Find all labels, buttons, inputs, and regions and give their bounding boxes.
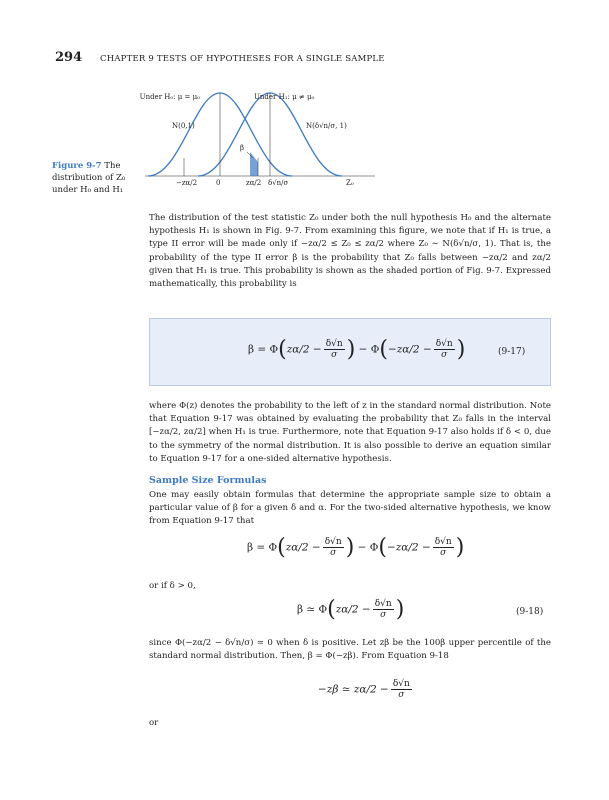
equation-9-18: β ≃ Φ(zα/2 − $\frac{\delta√n}{\sigma}$ ) (297, 597, 405, 622)
eq2-z-half: zα/2 − (285, 541, 321, 554)
equation-9-18-number: (9-18) (516, 607, 544, 617)
eq2-minus-phi: − Φ (357, 541, 379, 554)
figure-label: Figure 9-7 (52, 161, 102, 171)
eq2-beta-phi: β = Φ (247, 541, 278, 554)
paragraph-1: The distribution of the test statistic Z₀ under both the null hypothesis H₀ and the alternate hypothesis H₁ is shown in Fig. 9-7. From examining this figure, we note that if H₁ is true, a type II error will be made only if −zα/2 ≤ Z₀ ≤ zα/2 where Z₀ ∼ N(δ√n/σ, 1). That is, the probability of the type II error β is the probability that Z₀ falls between −zα/2 and zα/2 given that H₁ is true. This probability is shown as the shaded portion of Fig. 9-7. Expressed mathematically, this probability is (149, 213, 551, 290)
paragraph-6: or (149, 718, 159, 728)
eq2-neg-z-half: −zα/2 − (386, 541, 431, 554)
beta-label: β (240, 144, 245, 152)
tick-neg-z: −zα/2 (176, 179, 198, 187)
left-curve-label: N(0,1) (172, 122, 195, 130)
eq3-frac-den: σ (380, 610, 387, 620)
eq-beta-phi: β = Φ (248, 343, 279, 356)
beta-shaded-area (250, 152, 258, 176)
equation-9-17: β = Φ(zα/2 − $\frac{\delta√n}{\sigma}$ ) − Φ(−zα/2 − $\frac{\delta√n}{\sigma}$ ) (248, 337, 466, 362)
under-h1-label: Under H₁: μ ≠ μ₀ (254, 93, 315, 101)
eq-minus-phi: − Φ (358, 343, 380, 356)
under-h0-label: Under H₀: μ = μ₀ (140, 93, 200, 101)
section-heading: Sample Size Formulas (149, 475, 267, 486)
tick-shift: δ√n/σ (268, 179, 289, 187)
right-curve-label: N(δ√n/σ, 1) (306, 122, 347, 130)
equation-9-17-box (149, 318, 551, 386)
figure-9-7 (140, 88, 410, 193)
eq2-frac-num-2: δ√n (434, 537, 452, 547)
eq-neg-z-half: −zα/2 − (387, 343, 432, 356)
eq-z-half: zα/2 − (286, 343, 322, 356)
equation-z-beta (318, 679, 414, 700)
paragraph-4: or if δ > 0, (149, 581, 196, 591)
paragraph-3: One may easily obtain formulas that determine the appropriate sample size to obtain a particular value of β for a given δ and α. For the two-sided alternative hypothesis, we know from Equation 9-17 that (149, 490, 551, 527)
eq4-frac-num: δ√n (392, 679, 410, 689)
equation-9-17-number: (9-17) (498, 347, 526, 357)
eq-frac-num: δ√n (325, 339, 343, 349)
eq2-frac-den: σ (330, 548, 337, 558)
eq2-frac-den-2: σ (440, 548, 447, 558)
eq-frac-den-2: σ (441, 350, 448, 360)
page-number: 294 (55, 50, 83, 65)
figure-caption-text: The distribution of Z₀ under H₀ and H₁ (52, 161, 126, 195)
eq3-beta-approx: β ≃ Φ (297, 603, 328, 616)
eq3-frac-num: δ√n (374, 599, 392, 609)
eq3-z-half: zα/2 − (335, 603, 371, 616)
paragraph-2: where Φ(z) denotes the probability to the left of z in the standard normal distribution. Note that Equation 9-17 was obtained by evaluating the probability that Z₀ falls in the interval [−zα/2, zα/2] when H₁ is true. Furthermore, note that Equation 9-17 also holds if δ < 0, due to the symmetry of the normal distribution. It is also possible to derive an equation similar to Equation 9-17 for a one-sided alternative hypothesis. (149, 401, 551, 464)
eq-frac-num-2: δ√n (435, 339, 453, 349)
eq4-neg-zbeta: −zβ ≃ zα/2 − (318, 683, 389, 696)
chapter-header: CHAPTER 9 TESTS OF HYPOTHESES FOR A SINGLE SAMPLE (100, 54, 385, 64)
figure-caption (52, 160, 144, 196)
paragraph-5: since Φ(−zα/2 − δ√n/σ) ≃ 0 when δ is positive. Let zβ be the 100β upper percentile of the standard normal distribution. Then, β = Φ(−zβ). From Equation 9-18 (149, 638, 551, 662)
axis-label: Z₀ (346, 179, 354, 187)
eq-frac-den: σ (331, 350, 338, 360)
equation-repeat: β = Φ(zα/2 − $\frac{\delta√n}{\sigma}$ ) − Φ(−zα/2 − $\frac{\delta√n}{\sigma}$ ) (247, 535, 465, 560)
eq2-frac-num: δ√n (324, 537, 342, 547)
tick-zero: 0 (216, 179, 221, 187)
eq4-frac-den: σ (398, 690, 405, 700)
tick-pos-z: zα/2 (246, 179, 262, 187)
